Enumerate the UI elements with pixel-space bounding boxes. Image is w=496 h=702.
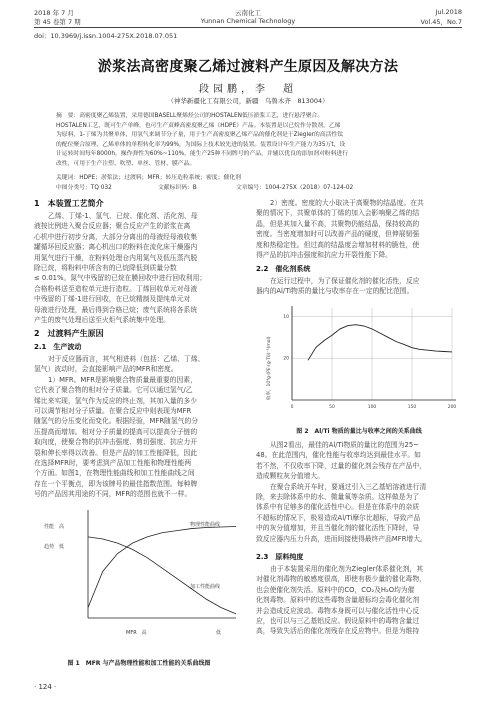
fig2-y-axis-label: 收率，10⁴g·(PE·(g·Ti))⁻¹(mol) bbox=[267, 336, 272, 400]
section-2-1-text bbox=[34, 354, 240, 500]
fig2-y-tick-label: 20 bbox=[283, 356, 289, 362]
figure-2-caption: 图 2 Al/Ti 物质的量比与收率之间的关系曲线 bbox=[296, 428, 422, 435]
fig1-physical-performance-curve bbox=[88, 526, 236, 607]
text-line: 个方面。如图1，在物理性能曲线和加工性能曲线之间 bbox=[34, 469, 195, 478]
text-line: 中的灰分值增加，并且当催化剂的催化活性下降时，导 bbox=[256, 524, 420, 533]
text-line: 罐循环回反应器；离心机出口的粉料在流化床干燥器内 bbox=[34, 243, 198, 252]
text-line: 氢气）波动时，会直接影响产品的MFR和密度。 bbox=[34, 365, 178, 374]
header-volume-cn: 第 45 卷第 7 期 bbox=[34, 18, 81, 26]
text-line: 合格粉料送至造粒单元进行造粒。丁烯回收单元对母液 bbox=[34, 284, 198, 293]
text-line: 它代表了聚合物的相对分子质量。它可以通过氢气/乙 bbox=[34, 386, 193, 395]
text-line: 存在一个平衡点，即为该牌号的最佳指数范围。每种牌 bbox=[34, 479, 198, 488]
fig1-x-label-left: MFR 高 bbox=[126, 630, 147, 636]
clc-number: 中图分类号：TQ 032 bbox=[56, 185, 112, 191]
fig2-y-ticks bbox=[283, 314, 289, 362]
text-line: 产生的废气处理后送至火炬气系统集中处理。 bbox=[34, 316, 170, 325]
section-2-3-text bbox=[256, 564, 462, 637]
text-line: 由于本装置采用的催化剂为Ziegler体系催化剂，其 bbox=[270, 565, 424, 573]
text-line: 烯比来实现，氢气作为反应的终止剂，其加入量的多少 bbox=[34, 396, 198, 405]
figure-2-chart bbox=[256, 300, 466, 420]
text-line: 随氢气的分压变化而变化。根据经验，MFR随氢气的分 bbox=[34, 417, 199, 426]
text-line: 1）MFR。MFR是影响聚合物质量最重要的因素， bbox=[48, 375, 197, 384]
abstract-line: 为原料，1-丁烯为共聚单体，用氢气来调节分子量，用于生产高密度聚乙烯产品的催化剂是于Ziegler的高活性钛 bbox=[56, 132, 344, 139]
text-line: 用氮气进行干燥，在粉料处理仓内用氮气及低压蒸汽脱 bbox=[34, 253, 198, 262]
text-line: 裂和伸长率得以改善。但是产品的加工性能降低，因此 bbox=[34, 448, 198, 457]
text-line: 可以调节相对分子质量。在聚合反应中则表现为MFR bbox=[34, 407, 192, 416]
text-line: 密度。当密度增加时可以改善产品的硬度，但伸展韧强 bbox=[256, 230, 420, 239]
article-number: 文章编号：1004-275X（2018）07-124-02 bbox=[236, 185, 354, 191]
abstract-line: 改性，可用于生产注塑、吹塑、单丝、管材、膜产品。 bbox=[56, 160, 196, 167]
fig1-curve1-label: 物理性能曲线 bbox=[190, 522, 221, 528]
text-line: 对催化剂毒物的敏感度很高，即使有极少量的催化毒物， bbox=[256, 575, 426, 584]
text-line: 液按比例进入聚合反应器；聚合反应产生的淤浆在离 bbox=[34, 222, 191, 231]
abstract bbox=[56, 112, 440, 170]
fig1-y-label-top: 性能 高 bbox=[44, 524, 65, 530]
text-line: 48。在此范围内，催化性能与收率均达到最佳水平。如 bbox=[256, 451, 421, 460]
paper-affiliation: （神华新疆化工有限公司，新疆 乌鲁木齐 813004） bbox=[167, 97, 329, 105]
text-line: 除已烷，将粉料中所含有的已烷降低到质量分数 bbox=[34, 264, 177, 273]
text-line: 对于反应器而言，其气相进料（包括：乙烯、丁烯、 bbox=[48, 355, 205, 363]
paper-authors: 段园鹏，李 超 bbox=[199, 84, 297, 95]
text-line: 中残留的丁烯-1进行回收，在已烷精制及提纯单元对 bbox=[34, 295, 191, 304]
doi: doi：10.3969/j.issn.1004-275X.2018.07.051 bbox=[34, 32, 178, 40]
text-line: 体系中有足够多的催化活性中心。但是在体系中的杂质 bbox=[256, 503, 420, 512]
text-line: 应，也可以与三乙基铝反应。假设原料中的毒物含量过 bbox=[256, 617, 420, 626]
fig1-curve2-label: 加工性能曲线 bbox=[190, 584, 221, 590]
section-2-2-text bbox=[256, 276, 462, 297]
text-line: 在选择MFR时，要考虑到产品加工性能和物理性能两 bbox=[34, 459, 192, 468]
section-1-heading: 1 本装置工艺简介 bbox=[34, 199, 104, 208]
text-line: 母液进行处理，最后得到合格已烷；废气系统将各系统 bbox=[34, 305, 198, 314]
page-number: · 124 · bbox=[34, 683, 57, 691]
header-rule bbox=[34, 27, 462, 28]
figure-1-chart bbox=[40, 506, 240, 646]
density-text bbox=[256, 198, 462, 260]
section-2-2-heading: 2.2 催化剂系统 bbox=[256, 265, 311, 273]
keywords: 关键词：HDPE；淤浆法；过渡料；MFR；转压造粒系统；密度；催化剂 bbox=[56, 175, 241, 181]
text-line: 乙烯、丁烯-1、氢气、已烷、催化剂、活化剂、母 bbox=[48, 212, 198, 220]
fig2-y-tick-label: 10 bbox=[283, 314, 289, 320]
after-figure-text bbox=[256, 440, 462, 544]
section-2-3-heading: 2.3 原料纯度 bbox=[256, 553, 304, 561]
section-2-1-heading: 2.1 生产波动 bbox=[34, 343, 82, 351]
text-line: 取向度，使聚合物的抗冲击强度、剪切强度、抗应力开 bbox=[34, 438, 198, 447]
text-line: 化剂毒物。原料中的这些毒物含量超标均会毒化催化剂 bbox=[256, 596, 420, 605]
text-line: 得产品的抗冲击强度和抗应力开裂性能下降。 bbox=[256, 251, 392, 260]
fig2-x-ticks bbox=[291, 404, 457, 410]
text-line: 度和热稳定性。但过高的结晶度会增加材料的脆性，使 bbox=[256, 240, 420, 249]
abstract-line: HOSTALEN工艺，既可生产单峰，也可生产双峰高密度聚乙烯（HDPE）产品。本装置是以已烷作分散剂，乙烯 bbox=[56, 122, 341, 129]
text-line: ≤ 0.01%。氮气中残留的已烷在膜回收中进行回收利用； bbox=[34, 274, 207, 283]
text-line: 心机中进行初步分离，大部分分离出的母液经母液收集 bbox=[34, 232, 198, 241]
fig2-x-tick-label: 150 bbox=[407, 405, 417, 410]
fig1-processing-performance-curve bbox=[88, 537, 236, 614]
abstract-line: 计运转时间每年8000h，操作弹性为60%~110%，能生产25种不同牌号的产品，并辅以优良的添加剂对粉料进行 bbox=[56, 151, 348, 158]
text-line: 并会造成反应波动。毒物本身既可以与催化活性中心反 bbox=[256, 606, 420, 615]
fig2-x-tick-label: 0 bbox=[290, 405, 294, 410]
text-line: 在聚合系统开车时，要通过引入三乙基铝溶液进行清 bbox=[270, 482, 427, 491]
text-line: 器内的Al/Ti物质的量比与收率存在一定的配比范围。 bbox=[256, 287, 414, 296]
fig2-x-tick-label: 50 bbox=[329, 405, 335, 410]
paper-title: 淤浆法高密度聚乙烯过渡料产生原因及解决方法 bbox=[97, 59, 399, 75]
text-line: 从图2看出，最佳的Al/Ti物质的量比的范围为25~ bbox=[270, 441, 419, 449]
text-line: 若不然，不仅收率下降，过量的催化剂会残存在产品中， bbox=[256, 461, 426, 470]
fig2-grid bbox=[292, 308, 452, 400]
abstract-line: 的配位聚合原理，乙烯单体的单程转化率为99%，为国际上技术较先进的装置。装置设计年生产能力为35万t，设 bbox=[56, 141, 346, 148]
text-line: 晶，但是其加入量不高，共聚物仍能结晶，保持较高的 bbox=[256, 219, 420, 228]
text-line: 不超标的情况下，极易造成Al/Ti摩尔比超标，导致产品 bbox=[256, 513, 421, 522]
header-volume-en: Vol.45，No.7 bbox=[420, 18, 462, 26]
text-line: 高，导致失活后的催化剂残存在反应物中。但是为维持 bbox=[256, 627, 420, 636]
journal-name-cn: 云南化工 bbox=[235, 9, 261, 17]
text-line: 2）密度。密度的大小取决于高聚物的结晶度。在共 bbox=[270, 199, 424, 207]
fig2-yield-curve bbox=[308, 325, 452, 361]
text-line: 在运行过程中，为了保证催化剂的催化活性，反应 bbox=[270, 277, 420, 285]
text-line: 致反应器内压力升高，进而间接使得最终产品MFR增大。 bbox=[256, 534, 427, 543]
text-line: 号的产品因其用途的不同，MFR的范围也就不一样。 bbox=[34, 490, 192, 499]
text-line: 造成颗粒灰分值增大。 bbox=[256, 472, 324, 481]
journal-name-en: Yunnan Chemical Technology bbox=[200, 17, 296, 25]
abstract-line: 摘 要：高密度聚乙烯装置，采用德国BASELL聚烯烃公司的HOSTALEN低压淤浆工艺，进行悬浮聚合。 bbox=[56, 113, 324, 119]
text-line: 压提高而增加。相对分子质量的提高可以提高分子链的 bbox=[34, 427, 198, 436]
section-2-heading: 2 过渡料产生原因 bbox=[34, 329, 104, 338]
document-code: 文献标识码：B bbox=[158, 185, 197, 191]
header-date-en: Jul.2018 bbox=[435, 8, 462, 16]
text-line: 除，来去除体系中的水、微量氧等杂质。这样做是为了 bbox=[256, 493, 420, 502]
text-line: 也会使催化剂失活。原料中的CO，CO₂及H₂O均为催 bbox=[256, 585, 415, 594]
fig1-x-label-right: 低 bbox=[216, 630, 222, 636]
text-line: 聚的情况下，共聚单体的丁烯的加入会影响聚乙烯的结 bbox=[256, 209, 420, 218]
figure-1-caption: 图 1 MFR 与产品物理性能和加工性能的关系曲线图 bbox=[67, 660, 211, 667]
header-date-cn: 2018 年 7 月 bbox=[34, 9, 74, 17]
fig2-x-tick-label: 100 bbox=[367, 405, 377, 410]
fig1-y-label-trend: 趋势 低 bbox=[44, 544, 65, 550]
section-1-text bbox=[34, 211, 240, 325]
fig2-x-tick-label: 200 bbox=[447, 405, 457, 410]
